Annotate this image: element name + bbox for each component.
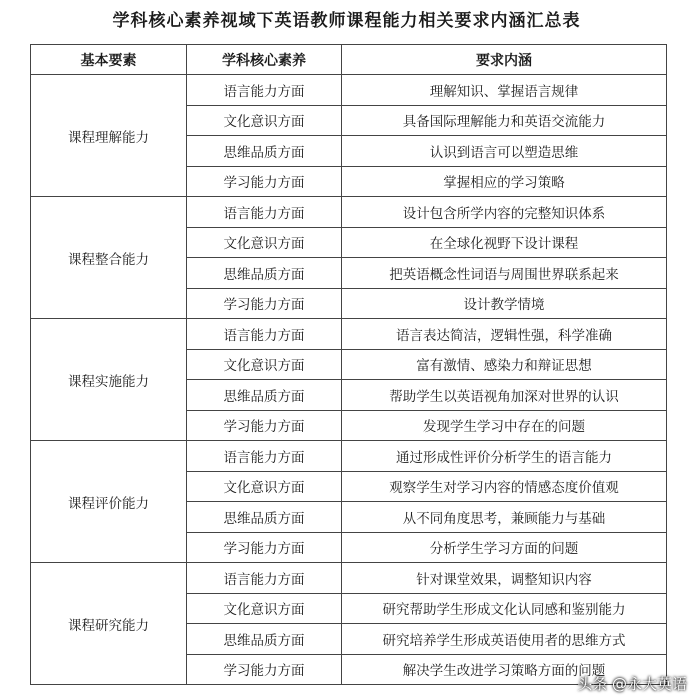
requirement-cell: 从不同角度思考，兼顾能力与基础 bbox=[342, 502, 667, 533]
literacy-cell: 学习能力方面 bbox=[187, 166, 342, 197]
summary-table bbox=[30, 44, 667, 685]
basic-element-cell: 课程实施能力 bbox=[31, 319, 187, 441]
literacy-cell: 文化意识方面 bbox=[187, 593, 342, 624]
table-title: 学科核心素养视域下英语教师课程能力相关要求内涵汇总表 bbox=[112, 11, 581, 31]
requirement-cell: 设计教学情境 bbox=[342, 288, 667, 319]
requirement-cell: 观察学生对学习内容的情感态度价值观 bbox=[342, 471, 667, 502]
basic-element-cell: 课程研究能力 bbox=[31, 563, 187, 685]
literacy-cell: 学习能力方面 bbox=[187, 654, 342, 685]
requirement-cell: 通过形成性评价分析学生的语言能力 bbox=[342, 441, 667, 472]
literacy-cell: 语言能力方面 bbox=[187, 197, 342, 228]
literacy-cell: 思维品质方面 bbox=[187, 258, 342, 289]
header-core-literacy: 学科核心素养 bbox=[187, 45, 342, 75]
literacy-cell: 思维品质方面 bbox=[187, 502, 342, 533]
literacy-cell: 文化意识方面 bbox=[187, 227, 342, 258]
literacy-cell: 学习能力方面 bbox=[187, 288, 342, 319]
requirement-cell: 设计包含所学内容的完整知识体系 bbox=[342, 197, 667, 228]
literacy-cell: 文化意识方面 bbox=[187, 471, 342, 502]
requirement-cell: 语言表达简洁，逻辑性强，科学准确 bbox=[342, 319, 667, 350]
requirement-cell: 具备国际理解能力和英语交流能力 bbox=[342, 105, 667, 136]
basic-element-cell: 课程整合能力 bbox=[31, 197, 187, 319]
requirement-cell: 掌握相应的学习策略 bbox=[342, 166, 667, 197]
header-requirement: 要求内涵 bbox=[342, 45, 667, 75]
basic-element-cell: 课程评价能力 bbox=[31, 441, 187, 563]
requirement-cell: 发现学生学习中存在的问题 bbox=[342, 410, 667, 441]
requirement-cell: 研究培养学生形成英语使用者的思维方式 bbox=[342, 624, 667, 655]
header-basic-element: 基本要素 bbox=[31, 45, 187, 75]
requirement-cell: 分析学生学习方面的问题 bbox=[342, 532, 667, 563]
literacy-cell: 文化意识方面 bbox=[187, 105, 342, 136]
literacy-cell: 思维品质方面 bbox=[187, 624, 342, 655]
requirement-cell: 解决学生改进学习策略方面的问题 bbox=[342, 654, 667, 685]
literacy-cell: 思维品质方面 bbox=[187, 380, 342, 411]
literacy-cell: 文化意识方面 bbox=[187, 349, 342, 380]
requirement-cell: 理解知识、掌握语言规律 bbox=[342, 75, 667, 106]
requirement-cell: 富有激情、感染力和辩证思想 bbox=[342, 349, 667, 380]
table-row bbox=[31, 319, 667, 350]
table-row bbox=[31, 75, 667, 106]
table-row bbox=[31, 197, 667, 228]
requirement-cell: 研究帮助学生形成文化认同感和鉴别能力 bbox=[342, 593, 667, 624]
table-row bbox=[31, 563, 667, 594]
table-row bbox=[31, 441, 667, 472]
literacy-cell: 语言能力方面 bbox=[187, 563, 342, 594]
requirement-cell: 把英语概念性词语与周围世界联系起来 bbox=[342, 258, 667, 289]
requirement-cell: 帮助学生以英语视角加深对世界的认识 bbox=[342, 380, 667, 411]
requirement-cell: 在全球化视野下设计课程 bbox=[342, 227, 667, 258]
basic-element-cell: 课程理解能力 bbox=[31, 75, 187, 197]
requirement-cell: 认识到语言可以塑造思维 bbox=[342, 136, 667, 167]
header-row bbox=[31, 45, 667, 75]
watermark: 头条 @永大英语 bbox=[577, 675, 687, 693]
requirement-cell: 针对课堂效果，调整知识内容 bbox=[342, 563, 667, 594]
literacy-cell: 学习能力方面 bbox=[187, 410, 342, 441]
literacy-cell: 语言能力方面 bbox=[187, 441, 342, 472]
literacy-cell: 思维品质方面 bbox=[187, 136, 342, 167]
literacy-cell: 语言能力方面 bbox=[187, 319, 342, 350]
literacy-cell: 语言能力方面 bbox=[187, 75, 342, 106]
literacy-cell: 学习能力方面 bbox=[187, 532, 342, 563]
